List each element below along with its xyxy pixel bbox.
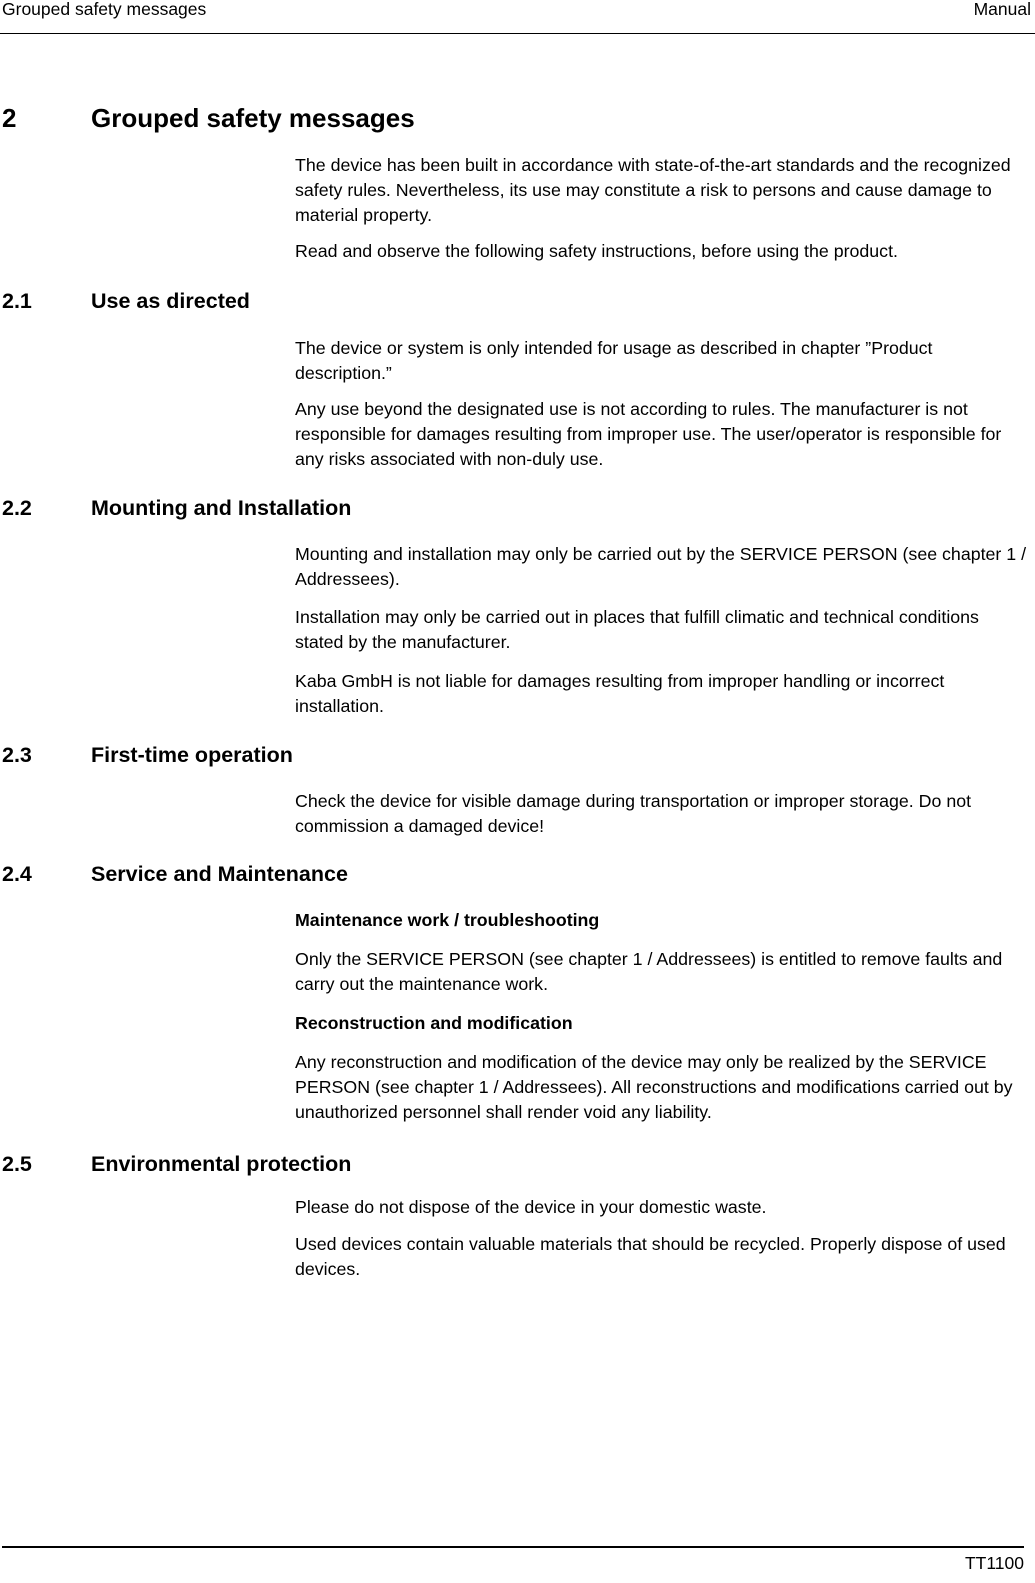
section-paragraph: Kaba GmbH is not liable for damages resulting from improper handling or incorrect installation.: [295, 671, 945, 716]
section-title: Environmental protection: [91, 1152, 352, 1176]
header-chapter-title: Grouped safety messages: [2, 0, 207, 19]
section-paragraph: Used devices contain valuable materials that should be recycled. Properly dispose of used devices.: [295, 1234, 1006, 1279]
section-heading-mounting-and-installation: [0, 494, 1035, 522]
section-title: First-time operation: [91, 743, 293, 767]
section-paragraph: Check the device for visible damage during transportation or improper storage. Do not commission a damaged device!: [295, 791, 972, 836]
chapter-title: Grouped safety messages: [91, 103, 415, 133]
chapter-heading: [0, 100, 1035, 136]
subheading-maintenance-work: Maintenance work / troubleshooting: [295, 910, 600, 930]
section-title: Use as directed: [91, 289, 250, 313]
section-heading-use-as-directed: [0, 287, 1035, 315]
section-paragraph: Mounting and installation may only be carried out by the SERVICE PERSON (see chapter 1 / Addressees).: [295, 544, 1027, 589]
section-number: 2.3: [2, 743, 32, 767]
section-paragraph: Any use beyond the designated use is not according to rules. The manufacturer is not responsible for damages resulting from improper use. The user/operator is responsible for any risks associated with non-duly use.: [295, 399, 1002, 469]
chapter-intro-paragraph: Read and observe the following safety instructions, before using the product.: [295, 241, 898, 261]
section-number: 2.4: [2, 862, 32, 886]
section-heading-service-and-maintenance: [0, 860, 1035, 888]
section-heading-first-time-operation: [0, 741, 1035, 769]
chapter-intro-paragraph: The device has been built in accordance with state-of-the-art standards and the recognized safety rules. Nevertheless, its use may constitute a risk to persons and cause damage to material property.: [295, 155, 1011, 225]
section-paragraph: The device or system is only intended for usage as described in chapter ”Product description.”: [295, 338, 933, 383]
subheading-reconstruction: Reconstruction and modification: [295, 1013, 573, 1033]
section-number: 2.2: [2, 496, 32, 520]
section-number: 2.5: [2, 1152, 32, 1176]
section-paragraph: Only the SERVICE PERSON (see chapter 1 / Addressees) is entitled to remove faults and carry out the maintenance work.: [295, 949, 1003, 994]
section-title: Mounting and Installation: [91, 496, 352, 520]
section-paragraph: Installation may only be carried out in places that fulfill climatic and technical conditions stated by the manufacturer.: [295, 607, 979, 652]
chapter-number: 2: [2, 103, 17, 133]
header-document-type: Manual: [973, 0, 1031, 19]
section-heading-environmental-protection: [0, 1150, 1035, 1178]
section-title: Service and Maintenance: [91, 862, 348, 886]
running-header: [0, 0, 1035, 34]
footer-product-code: TT1100: [964, 1553, 1024, 1573]
running-footer: [2, 1546, 1024, 1573]
section-number: 2.1: [2, 289, 32, 313]
section-paragraph: Any reconstruction and modification of the device may only be realized by the SERVICE PERSON (see chapter 1 / Addressees). All reconstructions and modifications carried out by unauthorized personnel shall render void any liability.: [295, 1052, 1013, 1122]
section-paragraph: Please do not dispose of the device in your domestic waste.: [295, 1197, 767, 1217]
